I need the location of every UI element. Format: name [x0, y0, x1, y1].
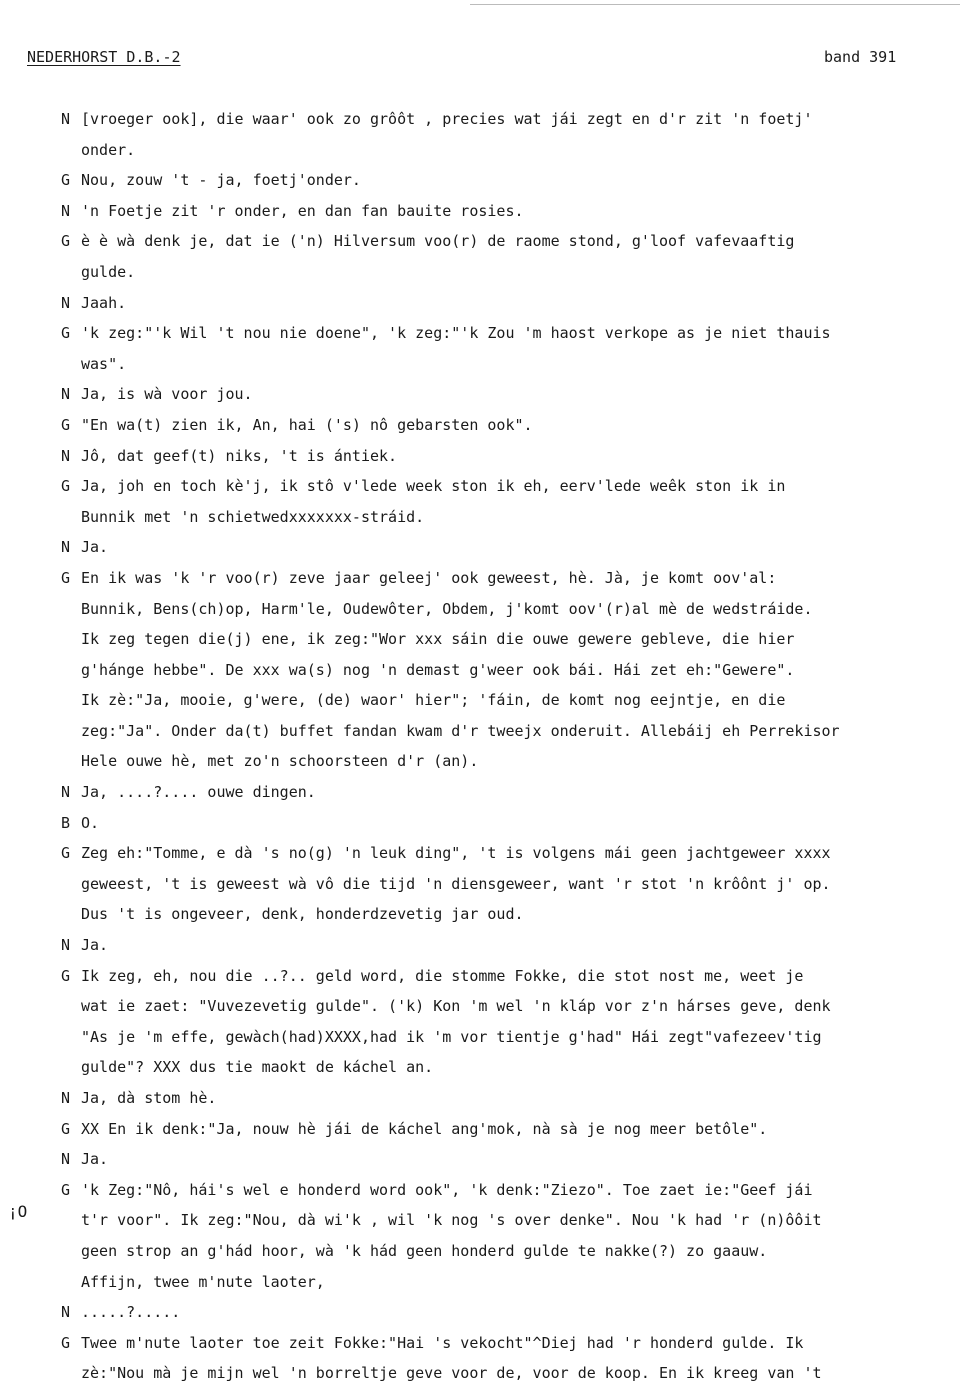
transcript-line: 'n Foetje zit 'r onder, en dan fan bauite rosies.	[81, 201, 524, 220]
transcript-line: .....?.....	[81, 1303, 181, 1322]
dialogue-turn	[61, 226, 961, 287]
utterance-text	[81, 165, 961, 196]
dialogue-turn	[61, 1114, 961, 1145]
transcript-line: Ja, joh en toch kè'j, ik stô v'lede week ston ik eh, eerv'lede weêk ston ik in	[81, 477, 786, 496]
speaker-label: G	[61, 844, 71, 863]
transcript-line: è è wà denk je, dat ie ('n) Hilversum voo(r) de raome stond, g'loof vafevaaftig	[81, 232, 795, 251]
utterance-text	[81, 838, 961, 930]
speaker-label: G	[61, 232, 71, 251]
transcript-line: 'k zeg:"'k Wil 't nou nie doene", 'k zeg:"'k Zou 'm haost verkope as je niet thauis	[81, 324, 831, 343]
transcript-line: geweest, 't is geweest wà vô die tijd 'n diensgeweer, want 'r stot 'n krôônt j' op.	[81, 874, 831, 893]
utterance-text	[81, 1083, 961, 1114]
utterance-text	[81, 379, 961, 410]
utterance-text	[81, 104, 961, 165]
transcript-line: Ik zeg tegen die(j) ene, ik zeg:"Wor xxx sáin die ouwe gewere gebleve, die hier	[81, 630, 795, 649]
utterance-text	[81, 441, 961, 472]
utterance-text	[81, 1144, 961, 1175]
transcript-line: Ik zè:"Ja, mooie, g'were, (de) waor' hier"; 'fáin, de komt nog eejntje, en die	[81, 691, 786, 710]
speaker-label: G	[61, 477, 71, 496]
dialogue-turn	[61, 961, 961, 1083]
speaker-label: N	[61, 1089, 71, 1107]
utterance-text	[81, 1297, 961, 1328]
speaker-label: N	[61, 385, 71, 404]
speaker-label: G	[61, 966, 71, 985]
transcript-line: Hele ouwe hè, met zo'n schoorsteen d'r (an).	[81, 752, 479, 771]
speaker-label: G	[61, 415, 71, 434]
utterance-text	[81, 288, 961, 319]
transcript-line: zeg:"Ja". Onder da(t) buffet fandan kwam d'r tweejx onderuit. Allebáij eh Perrekisor	[81, 721, 840, 740]
dialogue-turn	[61, 563, 961, 777]
speaker-label: G	[61, 1333, 71, 1352]
dialogue-turn	[61, 379, 961, 410]
transcript-line: gulde"? XXX dus tie maokt de káchel an.	[81, 1058, 434, 1077]
transcript-line: Bunnik, Bens(ch)op, Harm'le, Oudewôter, Obdem, j'komt oov'(r)al mè de wedstráide.	[81, 599, 813, 618]
transcript-line: "En wa(t) zien ik, An, hai ('s) nô gebarsten ook".	[81, 415, 533, 434]
speaker-label: G	[61, 324, 71, 343]
utterance-text	[81, 777, 961, 808]
dialogue-turn	[61, 471, 961, 532]
tape-number: band 391	[824, 48, 897, 66]
dialogue-turn	[61, 1175, 961, 1297]
utterance-text	[81, 410, 961, 441]
utterance-text	[81, 1114, 961, 1145]
dialogue-turn	[61, 532, 961, 563]
top-rule	[470, 4, 960, 5]
speaker-label: G	[61, 171, 71, 190]
speaker-label: G	[61, 1119, 71, 1138]
utterance-text	[81, 563, 961, 777]
transcript-line: Ja.	[81, 936, 109, 955]
dialogue-turn	[61, 196, 961, 227]
dialogue-turn	[61, 838, 961, 930]
transcript-line: Ja, dà stom hè.	[81, 1089, 217, 1107]
transcript-line: Jaah.	[81, 293, 127, 312]
dialogue-turn	[61, 165, 961, 196]
transcript-line: XX En ik denk:"Ja, nouw hè jái de káchel ang'mok, nà sà je nog meer betôle".	[81, 1119, 768, 1138]
dialogue-turn	[61, 288, 961, 319]
transcript-line: Bunnik met 'n schietwedxxxxxxx-stráid.	[81, 507, 425, 526]
transcript-line: Zeg eh:"Tomme, e dà 's no(g) 'n leuk ding", 't is volgens mái geen jachtgeweer xxxx	[81, 844, 831, 863]
speaker-label: N	[61, 293, 71, 312]
transcript-line: zè:"Nou mà je mijn wel 'n borreltje geve voor de, voor de koop. En ik kreeg van 't	[81, 1364, 822, 1383]
transcript-line: Jô, dat geef(t) niks, 't is ántiek.	[81, 446, 398, 465]
transcript-line: t'r voor". Ik zeg:"Nou, dà wi'k , wil 'k nog 's over denke". Nou 'k had 'r (n)ôôit	[81, 1211, 822, 1230]
dialogue-turn	[61, 808, 961, 839]
transcript-line: En ik was 'k 'r voo(r) zeve jaar geleej' ook geweest, hè. Jà, je komt oov'al:	[81, 568, 777, 587]
dialogue-turn	[61, 1144, 961, 1175]
utterance-text	[81, 318, 961, 379]
dialogue-turn	[61, 1297, 961, 1328]
speaker-label: N	[61, 783, 71, 802]
transcript-line: geen strop an g'hád hoor, wà 'k hád geen honderd gulde te nakke(?) zo gaauw.	[81, 1241, 768, 1260]
transcript-line: wat ie zaet: "Vuvezevetig gulde". ('k) Kon 'm wel 'n kláp vor z'n hárses geve, denk	[81, 997, 831, 1016]
transcript-line: O.	[81, 813, 100, 832]
transcript-line: Affijn, twee m'nute laoter,	[81, 1272, 325, 1291]
dialogue-turn	[61, 930, 961, 961]
document-title: NEDERHORST D.B.-2	[27, 48, 181, 66]
speaker-label: N	[61, 936, 71, 955]
speaker-label: N	[61, 110, 71, 128]
speaker-label: N	[61, 1303, 71, 1322]
dialogue-turn	[61, 1083, 961, 1114]
utterance-text	[81, 532, 961, 563]
transcript-line: 'k Zeg:"Nô, hái's wel e honderd word ook", 'k denk:"Ziezo". Toe zaet ie:"Geef jái	[81, 1180, 813, 1199]
utterance-text	[81, 961, 961, 1083]
speaker-label: N	[61, 538, 71, 557]
margin-annotation: ¡O	[8, 1202, 28, 1221]
utterance-text	[81, 930, 961, 961]
utterance-text	[81, 1175, 961, 1297]
transcript-line: onder.	[81, 140, 136, 159]
utterance-text	[81, 471, 961, 532]
transcript-line: g'hánge hebbe". De xxx wa(s) nog 'n demast g'weer ook bái. Hái zet eh:"Gewere".	[81, 660, 795, 679]
dialogue-turn	[61, 1328, 961, 1389]
speaker-label: G	[61, 568, 71, 587]
speaker-label: N	[61, 1150, 71, 1169]
speaker-label: N	[61, 201, 71, 220]
utterance-text	[81, 1328, 961, 1389]
utterance-text	[81, 808, 961, 839]
dialogue-turn	[61, 318, 961, 379]
speaker-label: B	[61, 813, 71, 832]
transcript-line: Ik zeg, eh, nou die ..?.. geld word, die stomme Fokke, die stot nost me, weet je	[81, 966, 804, 985]
dialogue-turn	[61, 410, 961, 441]
transcript-line: gulde.	[81, 262, 136, 281]
transcript-line: Ja, is wà voor jou.	[81, 385, 253, 404]
transcript-line: Ja, ....?.... ouwe dingen.	[81, 783, 316, 802]
transcript-line: Dus 't is ongeveer, denk, honderdzevetig jar oud.	[81, 905, 524, 924]
transcript-body	[61, 104, 961, 1389]
speaker-label: N	[61, 446, 71, 465]
transcript-line: [vroeger ook], die waar' ook zo grôôt , precies wat jái zegt en d'r zit 'n foetj'	[81, 110, 813, 128]
transcript-line: was".	[81, 354, 127, 373]
transcript-line: "As je 'm effe, gewàch(had)XXXX,had ik 'm vor tientje g'had" Hái zegt"vafezeev'tig	[81, 1027, 822, 1046]
utterance-text	[81, 226, 961, 287]
dialogue-turn	[61, 777, 961, 808]
speaker-label: G	[61, 1180, 71, 1199]
transcript-line: Nou, zouw 't - ja, foetj'onder.	[81, 171, 361, 190]
transcript-line: Ja.	[81, 538, 109, 557]
dialogue-turn	[61, 104, 961, 165]
transcript-line: Twee m'nute laoter toe zeit Fokke:"Hai 's vekocht"^Diej had 'r honderd gulde. Ik	[81, 1333, 804, 1352]
transcript-line: Ja.	[81, 1150, 109, 1169]
dialogue-turn	[61, 441, 961, 472]
utterance-text	[81, 196, 961, 227]
